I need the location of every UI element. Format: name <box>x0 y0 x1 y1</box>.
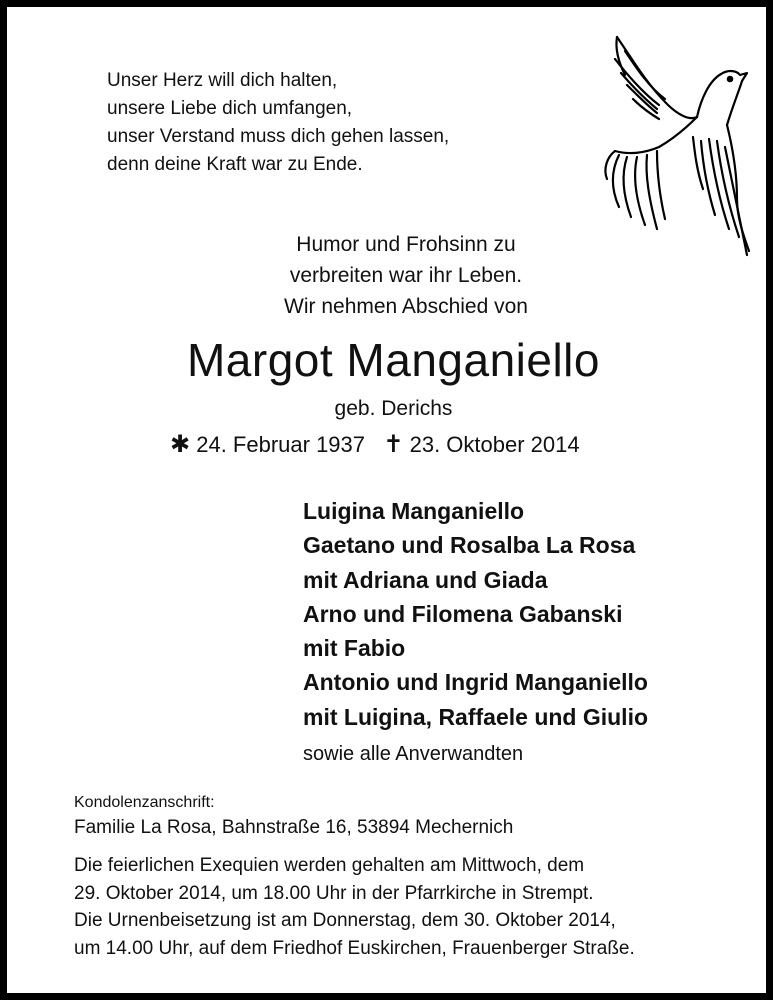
life-dates <box>170 430 580 460</box>
birth-star-icon: ✱ <box>170 431 191 458</box>
death-cross-icon: ✝ <box>383 431 404 458</box>
poem-line: denn deine Kraft war zu Ende. <box>107 154 363 175</box>
condolence-address <box>74 792 513 842</box>
intro-line: Wir nehmen Abschied von <box>284 295 528 318</box>
condolence-label: Kondolenzanschrift: <box>74 794 215 811</box>
mourner-line: mit Adriana und Giada <box>303 566 548 593</box>
poem-line: unser Verstand muss dich gehen lassen, <box>107 126 450 147</box>
death-date: 23. Oktober 2014 <box>409 432 580 457</box>
service-info <box>74 852 635 962</box>
service-line: um 14.00 Uhr, auf dem Friedhof Euskirchen, Frauenberger Straße. <box>74 937 635 959</box>
intro-line: Humor und Frohsinn zu <box>296 233 516 256</box>
mourner-line: Gaetano und Rosalba La Rosa <box>303 532 636 559</box>
mourner-line: Arno und Filomena Gabanski <box>303 600 623 627</box>
poem-line: Unser Herz will dich halten, <box>107 70 338 91</box>
birth-date: 24. Februar 1937 <box>196 432 366 457</box>
mourners-list <box>303 494 648 734</box>
service-line: Die Urnenbeisetzung ist am Donnerstag, dem 30. Oktober 2014, <box>74 910 616 931</box>
relatives-line: sowie alle Anverwandten <box>303 743 524 765</box>
poem-line: unsere Liebe dich umfangen, <box>107 98 353 119</box>
maiden-name: geb. Derichs <box>334 397 453 420</box>
deceased-name: Margot Manganiello <box>186 334 600 386</box>
mourner-line: mit Luigina, Raffaele und Giulio <box>303 703 649 730</box>
poem <box>107 67 449 179</box>
condolence-address-text: Familie La Rosa, Bahnstraße 16, 53894 Mechernich <box>74 817 514 838</box>
intro-text <box>7 229 773 322</box>
mourner-line: Antonio und Ingrid Manganiello <box>303 669 648 696</box>
mourner-line: mit Fabio <box>303 635 406 662</box>
mourner-line: Luigina Manganiello <box>303 498 525 524</box>
service-line: 29. Oktober 2014, um 18.00 Uhr in der Pfarrkirche in Strempt. <box>74 882 594 904</box>
intro-line: verbreiten war ihr Leben. <box>289 264 523 287</box>
dove-icon <box>597 29 752 259</box>
service-line: Die feierlichen Exequien werden gehalten am Mittwoch, dem <box>74 855 585 876</box>
